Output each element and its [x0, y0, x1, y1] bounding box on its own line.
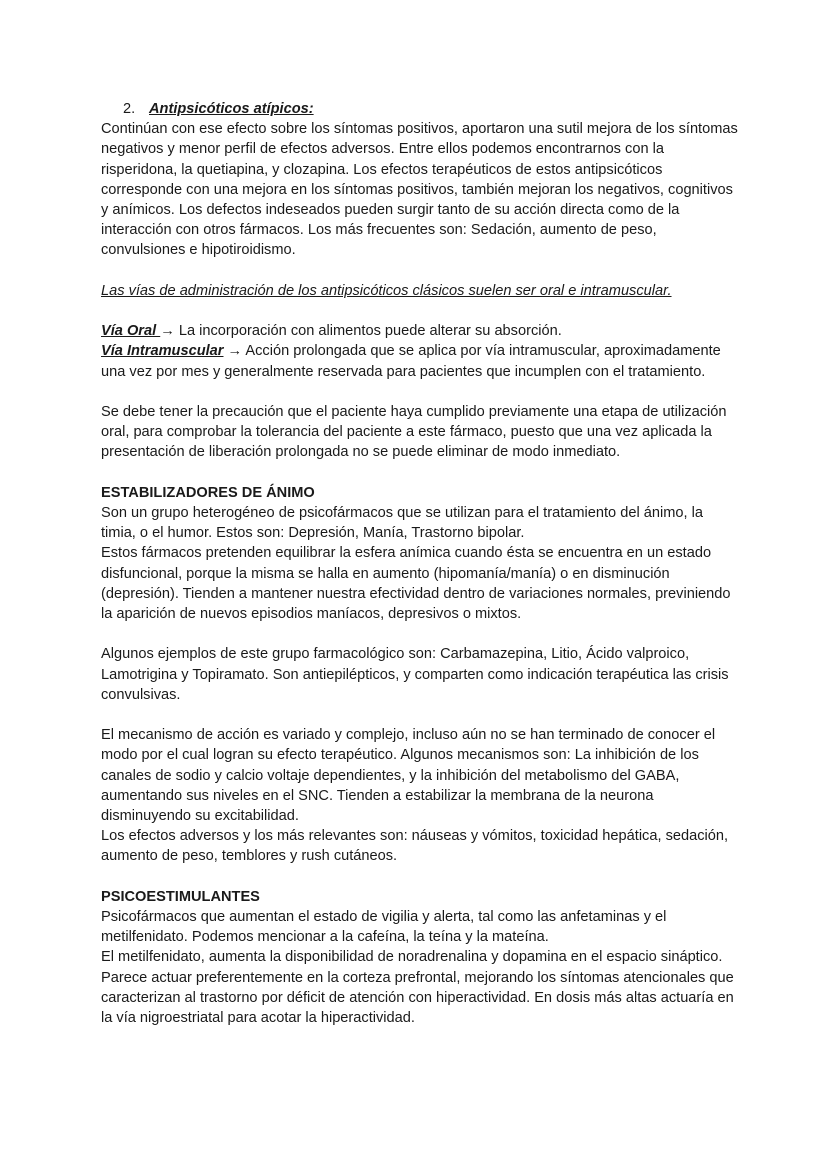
estabilizadores-p5: Los efectos adversos y los más relevantes son: náuseas y vómitos, toxicidad hepática, sedación, aumento de peso, temblores y rush cutáneos. — [101, 828, 729, 865]
estabilizadores-p3: Algunos ejemplos de este grupo farmacológico son: Carbamazepina, Litio, Ácido valproico, Lamotrigina y Topiramato. Son antiepilépticos, y comparten como indicación terapéutica las crisis convulsivas. — [101, 646, 729, 703]
estabilizadores-title: ESTABILIZADORES DE ÁNIMO — [101, 484, 315, 501]
via-oral-text: → La incorporación con alimentos puede alterar su absorción. — [160, 323, 562, 340]
vias-note: Las vías de administración de los antipsicóticos clásicos suelen ser oral e intramuscular. — [101, 282, 672, 299]
via-oral-label: Vía Oral — [101, 323, 161, 340]
estabilizadores-p1: Son un grupo heterogéneo de psicofármacos que se utilizan para el tratamiento del ánimo, la timia, o el humor. Estos son: Depresión, Manía, Trastorno bipolar. — [101, 505, 703, 542]
via-im-line — [101, 341, 741, 381]
estabilizadores-p4: El mecanismo de acción es variado y complejo, incluso aún no se han terminado de conocer el modo por el cual logran su efecto terapéutico. Algunos mecanismos son: La inhibición de los canales de sodio y calcio voltaje dependientes, y la inhibición del metabolismo del GABA, aumentando sus niveles en el SNC. Tienden a estabilizar la membrana de la neurona disminuyendo su excitabilidad. — [101, 727, 716, 825]
precaucion-paragraph: Se debe tener la precaución que el paciente haya cumplido previamente una etapa de utilización oral, para comprobar la tolerancia del paciente a este fármaco, puesto que una vez aplicada la presentación de liberación prolongada no se puede eliminar de modo inmediato. — [101, 404, 727, 461]
via-im-label: Vía Intramuscular — [101, 343, 224, 360]
via-oral-line — [101, 321, 741, 341]
atipicos-number: 2. — [123, 101, 136, 117]
document-page — [101, 99, 741, 1028]
atipicos-title: Antipsicóticos atípicos: — [149, 101, 314, 117]
psicoestimulantes-p1: Psicofármacos que aumentan el estado de vigilia y alerta, tal como las anfetaminas y el metilfenidato. Podemos mencionar a la cafeína, la teína y la mateína. — [101, 909, 667, 946]
via-im-text: → Acción prolongada que se aplica por vía intramuscular, aproximadamente una vez por mes y generalmente reservada para pacientes que incumplen con el tratamiento. — [101, 343, 721, 380]
psicoestimulantes-p2: El metilfenidato, aumenta la disponibilidad de noradrenalina y dopamina en el espacio sináptico. Parece actuar preferentemente en la corteza prefrontal, mejorando los síntomas atencionales que caracterizan al trastorno por déficit de atención con hiperactividad. En dosis más altas actuaría en la vía nigroestriatal para acotar la hiperactividad. — [101, 949, 734, 1027]
atipicos-heading — [101, 99, 741, 119]
psicoestimulantes-title: PSICOESTIMULANTES — [101, 888, 260, 905]
atipicos-body: Continúan con ese efecto sobre los síntomas positivos, aportaron una sutil mejora de los síntomas negativos y menor perfil de efectos adversos. Entre ellos podemos encontrarnos con la risperidona, la quetiapina, y clozapina. Los efectos terapéuticos de estos antipsicóticos corresponde con una mejora en los síntomas positivos, también mejoran los negativos, cognitivos y anímicos. Los defectos indeseados pueden surgir tanto de su acción directa como de la interacción con otros fármacos. Los más frecuentes son: Sedación, aumento de peso, convulsiones e hipotiroidismo. — [101, 121, 738, 259]
estabilizadores-p2: Estos fármacos pretenden equilibrar la esfera anímica cuando ésta se encuentra en un estado disfuncional, porque la misma se halla en aumento (hipomanía/manía) o en disminución (depresión). Tienden a mantener nuestra efectividad dentro de variaciones normales, previniendo la aparición de nuevos episodios maníacos, depresivos o mixtos. — [101, 545, 731, 623]
